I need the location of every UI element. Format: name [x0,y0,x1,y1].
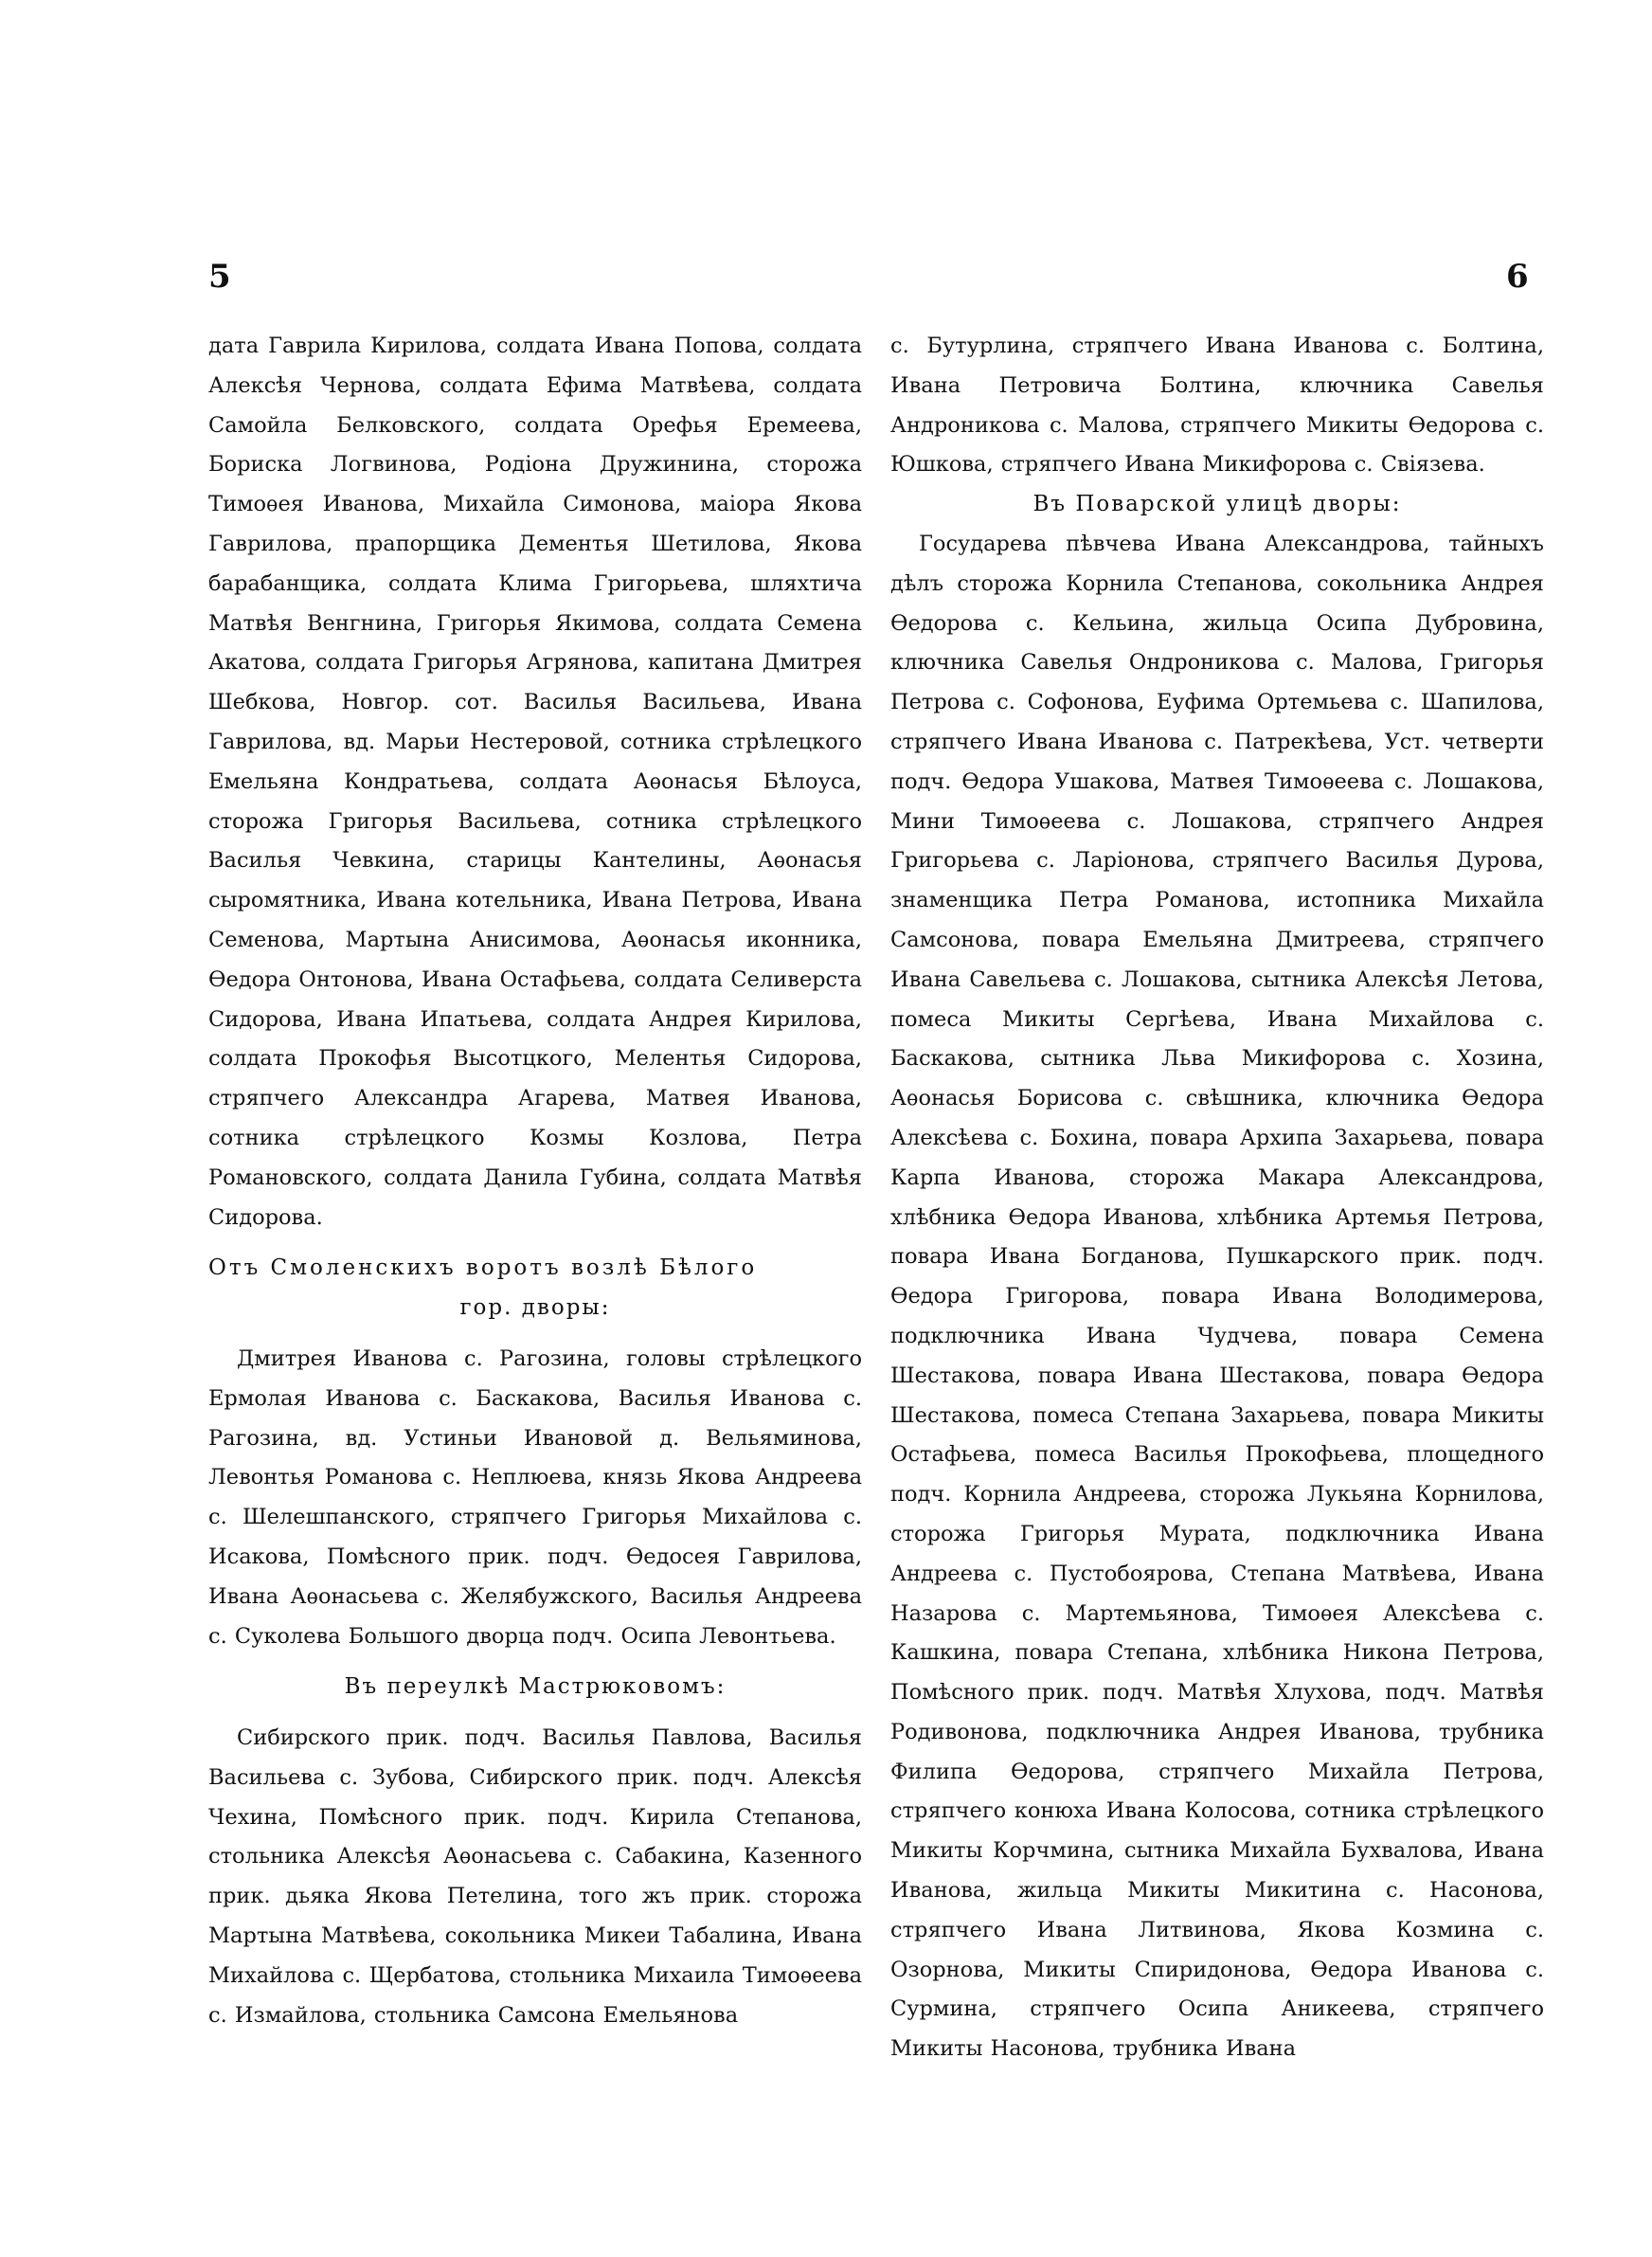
left-heading-1-line-2: гор. дворы: [459,1295,611,1321]
left-heading-2: Въ переулкѣ Мастрюковомъ: [344,1674,727,1700]
left-paragraph-3: Сибирского прик. подч. Василья Павлова, Василья Васильева с. Зубова, Сибирского прик. подч. Алексѣя Чехина, Помѣсного прик. подч. Кирила Степанова, стольника Алексѣя Аѳонасьева с. Сабакина, Казенного прик. дьяка Якова Петелина, того жъ прик. сторожа Мартына Матвѣева, сокольника Микеи Табалина, Ивана Михайлова с. Щербатова, стольника Михаила Тимоѳеева с. Измайлова, стольника Самсона Емельянова [208,1725,862,2028]
left-heading-1-line-1: Отъ Смоленскихъ воротъ возлѣ Бѣлого [208,1255,758,1281]
left-paragraph-2: Дмитрея Иванова с. Рагозина, головы стрѣлецкого Ермолая Иванова с. Баскакова, Василья Иванова с. Рагозина, вд. Устиньи Ивановой д. Вельяминова, Левонтья Романова с. Неплюева, князь Якова Андреева с. Шелешпанского, стряпчего Григорья Михайлова с. Исакова, Помѣсного прик. подч. Ѳедосея Гаврилова, Ивана Аѳонасьева с. Желябужского, Василья Андреева с. Суколева Большого дворца подч. Осипа Левонтьева. [208,1345,862,1649]
page-number-left: 5 [208,258,231,296]
right-paragraph-2: Государева пѣвчева Ивана Александрова, тайныхъ дѣлъ сторожа Корнила Степанова, сокольника Андрея Ѳедорова с. Кельина, жильца Осипа Дубровина, ключника Савелья Ондроникова с. Малова, Григорья Петрова с. Софонова, Еуфима Ортемьева с. Шапилова, стряпчего Ивана Иванова с. Патрекѣева, Уст. четверти подч. Ѳедора Ушакова, Матвея Тимоѳеева с. Лошакова, Мини Тимоѳеева с. Лошакова, стряпчего Андрея Григорьева с. Ларіонова, стряпчего Василья Дурова, знаменщика Петра Романова, истопника Михайла Самсонова, повара Емельяна Дмитреева, стряпчего Ивана Савельева с. Лошакова, сытника Алексѣя Летова, помеса Микиты Сергѣева, Ивана Михайлова с. Баскакова, сытника Льва Микифорова с. Хозина, Аѳонасья Борисова с. свѣшника, ключника Ѳедора Алексѣева с. Бохина, повара Архипа Захарьева, повара Карпа Иванова, сторожа Макара Александрова, хлѣбника Ѳедора Иванова, хлѣбника Артемья Петрова, повара Ивана Богданова, Пушкарского прик. подч. Ѳедора Григорова, повара Ивана Володимерова, подключника Ивана Чудчева, повара Семена Шестакова, повара Ивана Шестакова, повара Ѳедора Шестакова, помеса Степана Захарьева, повара Микиты Остафьева, помеса Василья Прокофьева, площедного подч. Корнила Андреева, сторожа Лукьяна Корнилова, сторожа Григорья Мурата, подключника Ивана Андреева с. Пустобоярова, Степана Матвѣева, Ивана Назарова с. Мартемьянова, Тимоѳея Алексѣева с. Кашкина, повара Степана, хлѣбника Никона Петрова, Помѣсного прик. подч. Матвѣя Хлухова, подч. Матвѣя Родивонова, подключника Андрея Иванова, трубника Филипа Ѳедорова, стряпчего Михайла Петрова, стряпчего конюха Ивана Колосова, сотника стрѣлецкого Микиты Корчмина, сытника Михайла Бухвалова, Ивана Иванова, жильца Микиты Микитина с. Насонова, стряпчего Ивана Литвинова, Якова Козмина с. Озорнова, Микиты Спиридонова, Ѳедора Иванова с. Сурмина, стряпчего Осипа Аникеева, стряпчего Микиты Насонова, трубника Ивана [890,531,1544,2062]
page-number-right: 6 [1506,258,1529,296]
right-column [890,327,1544,2069]
right-paragraph-1: с. Бутурлина, стряпчего Ивана Иванова с. Болтина, Ивана Петровича Болтина, ключника Савелья Андроникова с. Малова, стряпчего Микиты Ѳедорова с. Юшкова, стряпчего Ивана Микифорова с. Свіязева. [890,334,1544,478]
left-column [208,327,862,2035]
right-heading-1: Въ Поварской улицѣ дворы: [1032,492,1402,517]
left-paragraph-1: дата Гаврила Кирилова, солдата Ивана Попова, солдата Алексѣя Чернова, солдата Ефима Матвѣева, солдата Самойла Белковского, солдата Орефья Еремеева, Бориска Логвинова, Родіона Дружинина, сторожа Тимоѳея Иванова, Михайла Симонова, маіора Якова Гаврилова, прапорщика Дементья Шетилова, Якова барабанщика, солдата Клима Григорьева, шляхтича Матвѣя Венгнина, Григорья Якимова, солдата Семена Акатова, солдата Григорья Агрянова, капитана Дмитрея Шебкова, Новгор. сот. Василья Васильева, Ивана Гаврилова, вд. Марьи Нестеровой, сотника стрѣлецкого Емельяна Кондратьева, солдата Аѳонасья Бѣлоуса, сторожа Григорья Васильева, сотника стрѣлецкого Василья Чевкина, старицы Кантелины, Аѳонасья сыромятника, Ивана котельника, Ивана Петрова, Ивана Семенова, Мартына Анисимова, Аѳонасья иконника, Ѳедора Онтонова, Ивана Остафьева, солдата Селиверста Сидорова, Ивана Ипатьева, солдата Андрея Кирилова, солдата Прокофья Высотцкого, Мелентья Сидорова, стряпчего Александра Агарева, Матвея Иванова, сотника стрѣлецкого Козмы Козлова, Петра Романовского, солдата Данила Губина, солдата Матвѣя Сидорова. [208,334,862,1230]
